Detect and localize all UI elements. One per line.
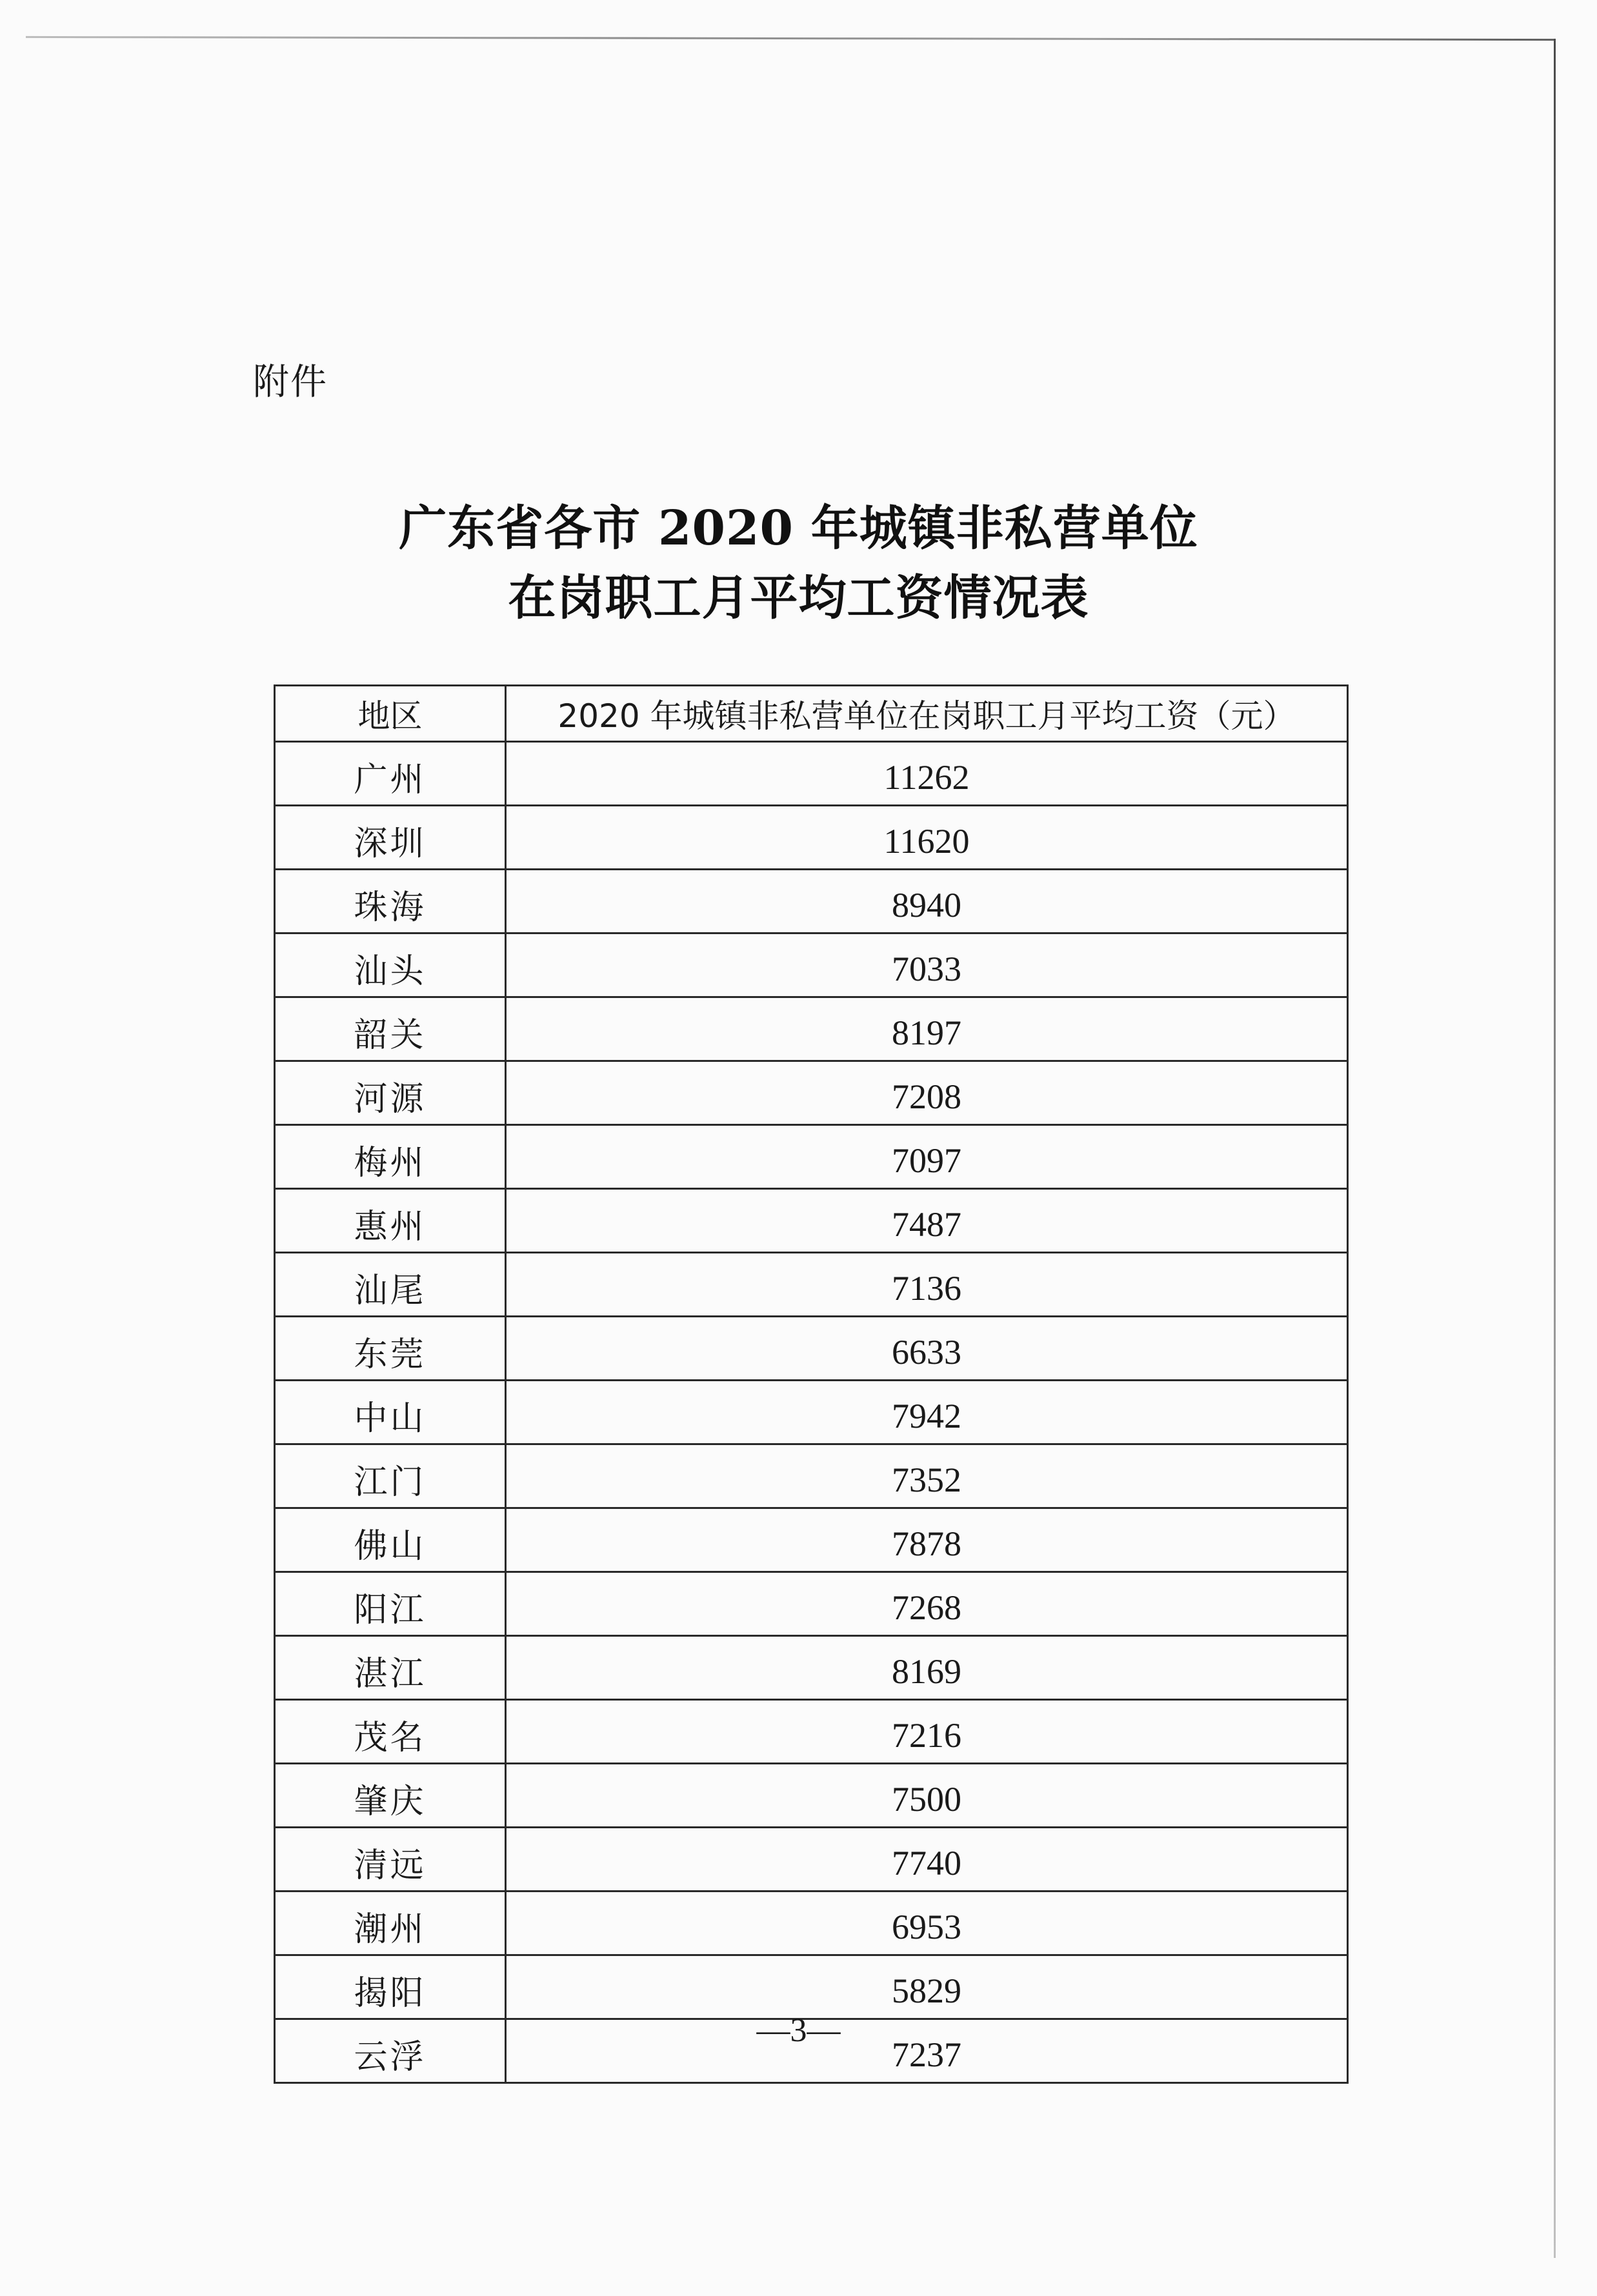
table-row [275,806,1348,870]
region-cell: 汕尾 [275,1253,506,1317]
region-cell: 肇庆 [275,1764,506,1828]
wage-table [274,684,1349,2084]
wage-cell: 7487 [506,1189,1348,1253]
region-cell: 东莞 [275,1317,506,1381]
table-row [275,1253,1348,1317]
table-row [275,1764,1348,1828]
wage-cell: 7216 [506,1700,1348,1764]
region-cell: 湛江 [275,1636,506,1700]
region-cell: 清远 [275,1828,506,1892]
table-row [275,1572,1348,1636]
table-row [275,1061,1348,1125]
table-row [275,933,1348,997]
region-cell: 汕头 [275,933,506,997]
wage-cell: 6633 [506,1317,1348,1381]
wage-cell: 7136 [506,1253,1348,1317]
region-cell: 广州 [275,742,506,806]
table-row [275,742,1348,806]
document-title-line-2: 在岗职工月平均工资情况表 [508,570,1089,626]
region-cell: 深圳 [275,806,506,870]
table-row [275,1636,1348,1700]
wage-cell: 5829 [506,1955,1348,2019]
header-wage: 2020 年城镇非私营单位在岗职工月平均工资（元） [506,686,1348,742]
region-cell: 揭阳 [275,1955,506,2019]
wage-cell: 11620 [506,806,1348,870]
wage-cell: 6953 [506,1892,1348,1955]
region-cell: 茂名 [275,1700,506,1764]
region-cell: 云浮 [275,2019,506,2083]
table-row [275,1955,1348,2019]
wage-cell: 8169 [506,1636,1348,1700]
table-row [275,1189,1348,1253]
table-row [275,997,1348,1061]
wage-cell: 8197 [506,997,1348,1061]
wage-cell: 8940 [506,870,1348,933]
scan-edge-right [1554,39,1556,2258]
table-row [275,1700,1348,1764]
scan-edge-top [26,36,1555,41]
table-row [275,1381,1348,1444]
region-cell: 中山 [275,1381,506,1444]
header-region: 地区 [275,686,506,742]
document-title-line-1: 广东省各市 2020 年城镇非私营单位 [399,501,1198,556]
region-cell: 潮州 [275,1892,506,1955]
wage-cell: 7237 [506,2019,1348,2083]
annex-label: 附件 [253,361,328,403]
region-cell: 佛山 [275,1508,506,1572]
wage-cell: 7352 [506,1444,1348,1508]
table-row [275,1317,1348,1381]
table-row [275,1125,1348,1189]
region-cell: 梅州 [275,1125,506,1189]
table-header-row [275,686,1348,742]
table-row [275,1444,1348,1508]
table-row [275,1508,1348,1572]
wage-cell: 7097 [506,1125,1348,1189]
table-row [275,870,1348,933]
wage-cell: 7268 [506,1572,1348,1636]
wage-cell: 7033 [506,933,1348,997]
wage-cell: 7942 [506,1381,1348,1444]
wage-cell: 7740 [506,1828,1348,1892]
page-number: —3— [756,2012,841,2049]
region-cell: 惠州 [275,1189,506,1253]
region-cell: 阳江 [275,1572,506,1636]
wage-cell: 7878 [506,1508,1348,1572]
table-row [275,1892,1348,1955]
wage-cell: 7208 [506,1061,1348,1125]
table-body [275,742,1348,2083]
region-cell: 韶关 [275,997,506,1061]
wage-cell: 7500 [506,1764,1348,1828]
table-row [275,1828,1348,1892]
region-cell: 珠海 [275,870,506,933]
region-cell: 江门 [275,1444,506,1508]
region-cell: 河源 [275,1061,506,1125]
wage-cell: 11262 [506,742,1348,806]
